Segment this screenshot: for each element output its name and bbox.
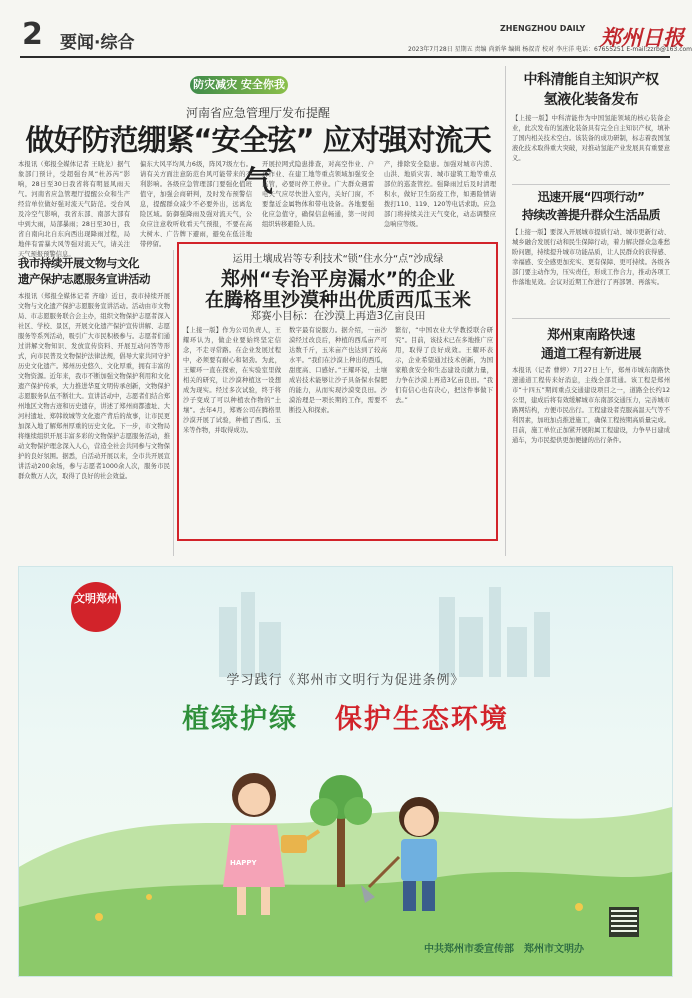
poster-credit: 中共郑州市委宣传部 郑州市文明办: [424, 944, 584, 955]
right-story3-headline-line1: 郑州東南路快速: [547, 328, 635, 343]
right-story2-headline-line1: 迅速开展“四项行动”: [537, 190, 645, 204]
left-story-headline-line1: 我市持续开展文物与文化: [18, 256, 139, 270]
left-story-headline-line2: 遗产保护志愿服务宣讲活动: [18, 272, 150, 286]
lead-body-col1: 本报讯（郑报全媒体记者 王晓龙）据气象部门预计，受超强台风“杜苏芮”影响，28日至30日我省将有明显风雨天气。河南省应急管理厅提醒公众和生产经营单位做好强对流天气防范。受台风及冷空气影响，我省东部、南部大部有中到大雨，局部暴雨；28日至30日，我省自南向北自东向西出现降雨过程，局地伴有雷暴大风等强对流天气，请关注天气预报预警信息。: [18, 161, 130, 258]
slogan-red: 保护生态环境: [334, 704, 509, 735]
left-divider: [173, 250, 174, 556]
right-story3-body: 本报讯（记者 曹婷）7月27日上午，郑州市城东南路快速通道工程传来好消息，主线全部贯通。该工程是郑州市“十四五”期间重点交通建设项目之一，道路全长约12公里，建成后将有效缓解城市东南部交通压力，完善城市路网结构，方便市民出行。工程建设者克服高温天气等不利因素，加班加点推进施工，确保工程按期高质量完成。目前，施工单位正加紧开展附属工程建设，力争早日建成通车，为市民提供更加便捷的出行条件。: [512, 367, 670, 444]
featured-body-col3: 繁衍，“中国农业大学教授联合研究”。目前，该技术已在多地推广应用，取得了良好成效。王耀环表示，企业希望通过技术创新，为国家粮食安全和生态建设贡献力量，力争在沙漠上再造3亿亩良田。“我们有信心也有决心，把这件事做下去。”: [395, 327, 493, 404]
shirt-text: HAPPY: [230, 859, 257, 867]
right-story1-headline-line2: 氢液化装备发布: [543, 92, 639, 108]
left-story-body: 本报讯（郑报全媒体记者 齐瑜）近日，我市持续开展文物与文化遗产保护志愿服务宣讲活动。活动由市文物局、市志愿服务联合会主办，组织文物保护志愿者深入社区、学校、景区，开展文化遗产保护宣传讲解、志愿服务等系列活动，吸引广大市民积极参与。志愿者们通过讲解文物知识、发放宣传资料、开展互动问答等形式，向市民普及文物保护法律法规，倡导大家共同守护历史文化遗产。郑州历史悠久、文化厚重，拥有丰富的文物资源。近年来，我市不断加强文物保护利用和文化遗产保护传承，大力推进华夏文明传承创新，文物保护志愿服务队伍不断壮大。宣讲活动中，志愿者们结合郑州地区文物古迹和历史遗存，讲述了郑州商都遗址、大河村遗址、郑韩故城等文化遗产背后的故事，让市民更加深入地了解郑州厚重的历史文化。下一步，市文物局将继续组织开展丰富多彩的文物保护志愿服务活动，推动文物保护理念深入人心，营造全社会共同参与文物保护的良好氛围。据悉，自活动开展以来，全市共开展宣讲活动200余场，参与志愿者1000余人次，服务市民群众数万人次，取得了良好的社会效益。: [18, 293, 170, 480]
featured-body-col1: 【上接一版】作为公司负责人，王耀环认为，做企业要始终坚定信念，不走寻常路。在企业发展过程中，必须要有耐心和韧劲。为此，王耀环一直在探索，在实验室里做相关的研究，让沙漠种植这一设想成为现实。经过多次试验，终于将沙子变成了可以种植农作物的“土壤”。去年4月，郑赛公司在腾格里沙漠开展了试验，种植了西瓜、玉米等作物，并取得成功。: [183, 327, 281, 434]
featured-body-col2: 数字最有说服力。据介绍，一亩沙漠经过改良后，种植的西瓜亩产可达数千斤，玉米亩产也达到了较高水平。“我们在沙漠上种出的西瓜，甜度高、口感好。”王耀环说，土壤成岩技术能够让沙子具备保水保肥的能力，从而实现沙漠变良田。沙漠治理是一项长期的工作，需要不断投入和探索。: [289, 327, 387, 414]
civilization-emblem: 文明郑州: [71, 582, 121, 632]
public-service-poster: [18, 566, 673, 977]
lead-subtitle: 河南省应急管理厅发布提醒: [186, 106, 331, 120]
right-story3-headline[interactable]: [512, 326, 670, 364]
right-divider-2: [512, 318, 670, 319]
page-number: 2: [22, 17, 43, 52]
right-story1-headline[interactable]: [512, 70, 670, 110]
poster-artwork: [19, 567, 672, 976]
column-divider: [505, 66, 506, 556]
left-story-headline[interactable]: [18, 255, 170, 287]
issue-info: 2023年7月28日 星期五 责编 尚新华 编辑 杨叔青 校对 李庄洋 电话：67655251 E-mail:zzrb@163.com: [408, 46, 692, 53]
featured-kicker: 运用土壤成岩等专利技术“锁”住水分“点”沙成绿: [232, 254, 444, 265]
lead-banner: 防灾减灾 安全你我: [190, 76, 288, 94]
right-story3-headline-line2: 通道工程有新进展: [540, 347, 641, 362]
right-story2-headline[interactable]: [512, 188, 670, 224]
right-story1-headline-line1: 中科清能自主知识产权: [523, 72, 659, 88]
featured-headline-line1[interactable]: 郑州“专治平房漏水”的企业: [221, 268, 455, 290]
qr-code-icon[interactable]: [609, 907, 639, 937]
right-divider-1: [512, 184, 670, 185]
section-name: 要闻·综合: [60, 33, 135, 53]
slogan-green: 植绿护绿: [182, 704, 299, 735]
featured-headline-line2[interactable]: 在腾格里沙漠种出优质西瓜玉米: [204, 289, 471, 311]
lead-headline[interactable]: 做好防范绷紧“安全弦” 应对强对流天气: [25, 123, 491, 198]
paper-name-en: ZHENGZHOU DAILY: [500, 24, 586, 33]
lead-body-col3: 开展拉网式隐患排查，对高空作业、户外作业、在建工地等重点领域加强安全监管，必要时停工停业。广大群众遇雷电天气应尽快进入室内，关好门窗，不要靠近金属物体和带电设备。各地要强化应急值守，确保信息畅通，第一时间组织转移避险人员。: [262, 161, 374, 228]
featured-subtitle: 郑赛小目标：在沙漠上再造3亿亩良田: [250, 310, 426, 322]
masthead-rule: [20, 56, 670, 58]
lead-body-col2: 偏东大风平均风力6级，阵风7级左右。请有关方面注意防范台风可能带来的不利影响。各级应急管理部门要强化值班值守，加强会商研判，及时发布预警信息，提醒群众减少不必要外出，远离危险区域。防御强降雨及强对流天气，公众应注意收听收看天气预报，不要在高大树木、广告牌下避雨，避免在低洼地带停留。: [140, 161, 252, 248]
right-story2-headline-line2: 持续改善提升群众生活品质: [521, 208, 660, 222]
lead-body-col4: 产，排除安全隐患。加强对城市内涝、山洪、地质灾害、城市建筑工地等重点部位的巡查管控。强降雨过后及时清理积水，做好卫生防疫工作，如遇险情请拨打110、119、120等电话求助。应急部门将持续关注天气变化，动态调整应急响应等级。: [384, 161, 496, 228]
poster-slogan: [19, 697, 672, 736]
paper-logo: 郑州日报: [600, 25, 684, 50]
watering-can: [281, 835, 307, 853]
poster-kicker: 学习践行《郑州市文明行为促进条例》: [226, 673, 465, 688]
right-story1-body: 【上接一版】中科清能作为中国氢能领域的核心装备企业，此次发布的氢液化装备具有完全自主知识产权，填补了国内相关技术空白。该装备的成功研制，标志着我国氢液化技术取得重大突破，对推动氢能产业发展具有重要意义。: [512, 115, 670, 162]
right-story2-body: 【上接一版】要深入开展城市提质行动、城市更新行动、城乡融合发展行动和民生保障行动，着力解决群众急难愁盼问题，持续提升城市功能品质，让人民群众的获得感、幸福感、安全感更加充实、更有保障、更可持续。各级各部门要主动作为，压实责任，形成工作合力，推动各项工作落地见效。会议对近期工作进行了再部署、再落实。: [512, 229, 670, 286]
city-skyline: [219, 587, 550, 677]
